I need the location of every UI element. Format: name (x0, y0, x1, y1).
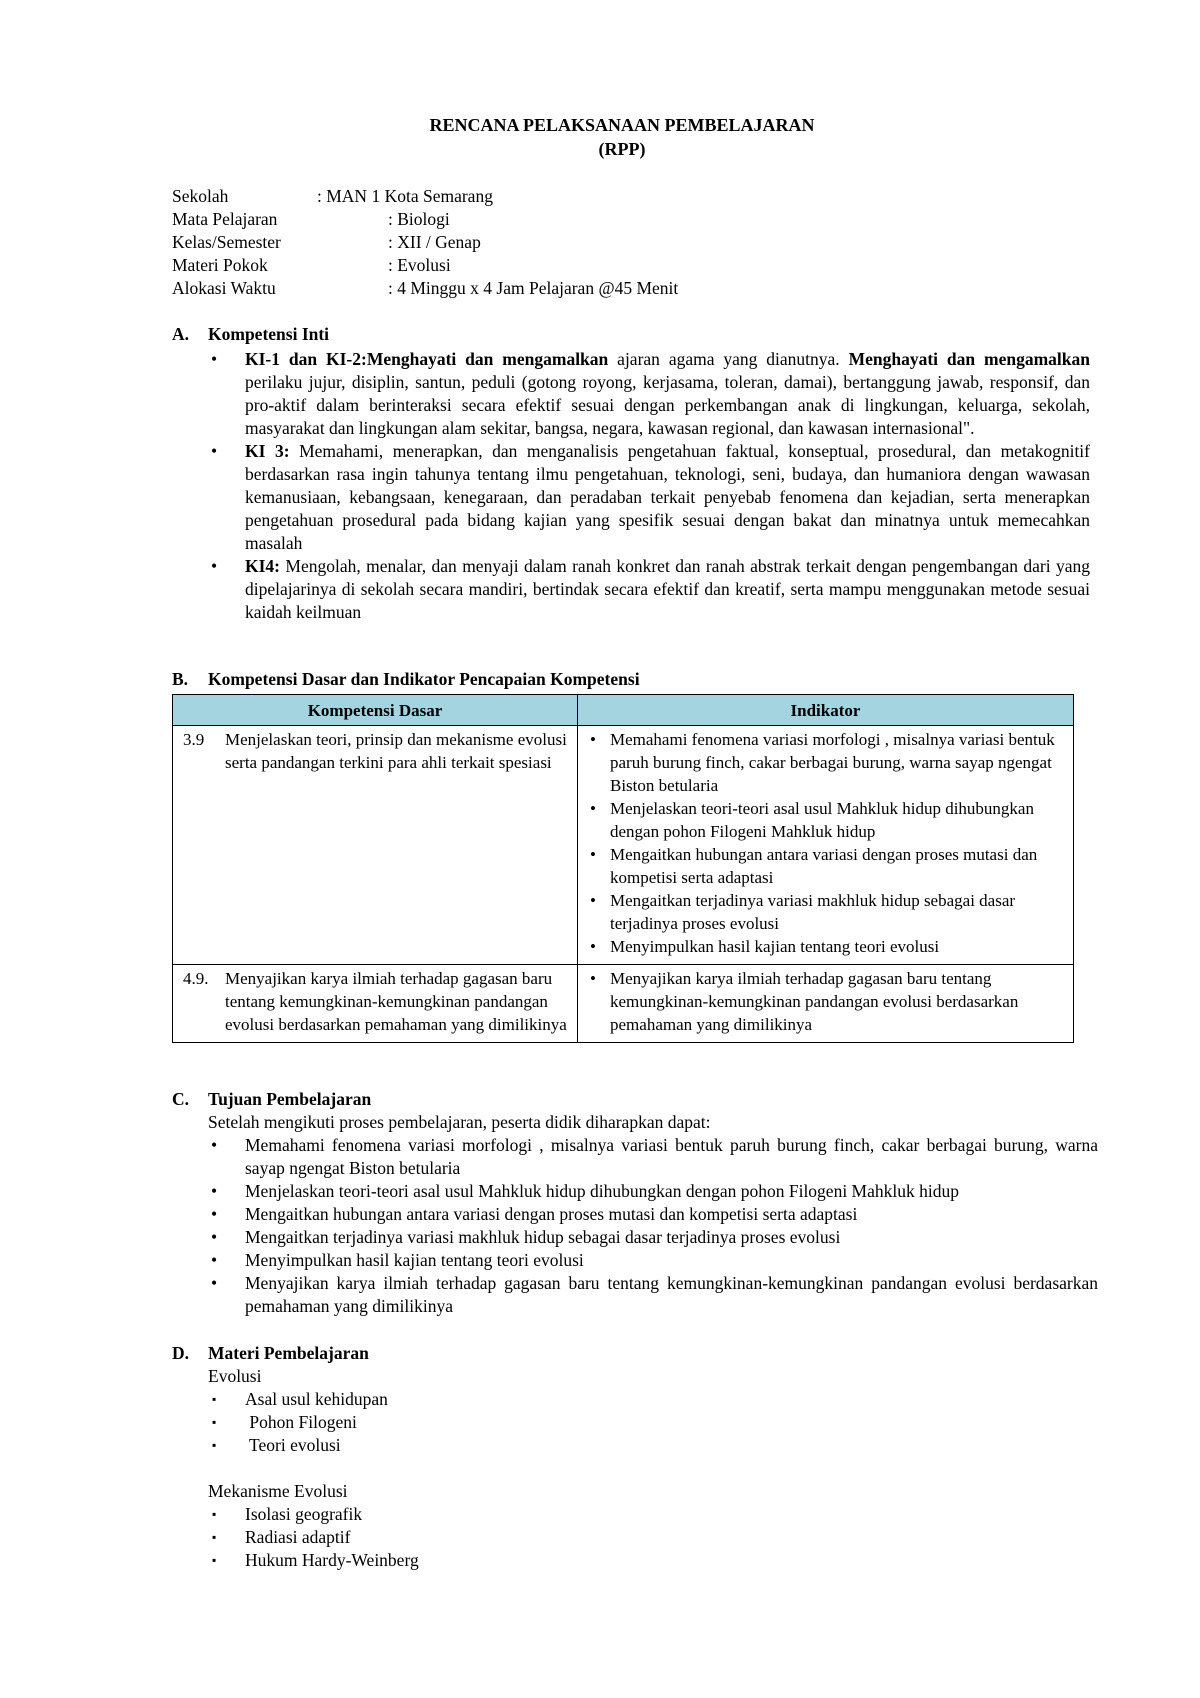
ki3-label: KI 3: (245, 441, 290, 461)
tujuan-text: Menyimpulkan hasil kajian tentang teori evolusi (245, 1250, 584, 1270)
info-value: : 4 Minggu x 4 Jam Pelajaran @45 Menit (388, 278, 679, 298)
section-b-heading (172, 668, 640, 691)
ki-item-4 (208, 555, 1090, 624)
materi-text: Asal usul kehidupan (245, 1389, 388, 1409)
kd-cell (173, 726, 578, 965)
materi-group-title: Mekanisme Evolusi (208, 1481, 348, 1501)
square-bullet-icon: ▪ (212, 1553, 217, 1567)
tujuan-text: Menjelaskan teori-teori asal usul Mahkluk hidup dihubungkan dengan pohon Filogeni Mahkluk hidup (245, 1181, 959, 1201)
materi-item (208, 1388, 1098, 1411)
kd-indicator-table (172, 694, 1074, 1043)
kd-number: 4.9. (183, 969, 209, 988)
square-bullet-icon: ▪ (212, 1507, 217, 1521)
document-title-block (172, 113, 1072, 161)
info-value: : Biologi (388, 209, 450, 229)
ki4-label: KI4: (245, 556, 280, 576)
ki1-text-cont: perilaku jujur, disiplin, santun, peduli (gotong royong, kerjasama, toleran, damai), bertanggung jawab, responsif, dan pro-aktif dalam berinteraksi secara efektif sesuai dengan perkembangan anak di lingkungan, keluarga, sekolah, masyarakat dan lingkungan alam sekitar, bangsa, negara, kawasan regional, dan kawasan internasional". (245, 372, 1090, 438)
tujuan-text: Mengaitkan terjadinya variasi makhluk hidup sebagai dasar terjadinya proses evolusi (245, 1227, 841, 1247)
section-c-heading (172, 1088, 371, 1111)
bullet-icon: • (590, 799, 596, 818)
bullet-icon: • (211, 349, 218, 369)
spacer (208, 1457, 1098, 1480)
materi-text: Pohon Filogeni (245, 1412, 357, 1432)
kd-text: Menjelaskan teori, prinsip dan mekanisme evolusi serta pandangan terkini para ahli terkait spesiasi (225, 730, 567, 772)
bullet-icon: • (590, 891, 596, 910)
indicator-text: Mengaitkan terjadinya variasi makhluk hidup sebagai dasar terjadinya proses evolusi (610, 891, 1016, 933)
tujuan-item (208, 1249, 1098, 1272)
indicator-item (588, 967, 1065, 1036)
bullet-icon: • (211, 556, 218, 576)
materi-text: Teori evolusi (245, 1435, 341, 1455)
indicator-item (588, 728, 1065, 797)
bullet-icon: • (211, 1135, 218, 1155)
square-bullet-icon: ▪ (212, 1530, 217, 1544)
tujuan-intro: Setelah mengikuti proses pembelajaran, peserta didik diharapkan dapat: (208, 1112, 711, 1132)
section-letter: A. (172, 324, 190, 344)
square-bullet-icon: ▪ (212, 1438, 217, 1452)
document-subtitle: (RPP) (598, 139, 646, 159)
indicator-text: Menjelaskan teori-teori asal usul Mahkluk hidup dihubungkan dengan pohon Filogeni Mahkluk hidup (610, 799, 1034, 841)
section-letter: C. (172, 1089, 190, 1109)
info-value: : Evolusi (388, 255, 451, 275)
document-title: RENCANA PELAKSANAAN PEMBELAJARAN (429, 115, 815, 135)
ki-list (208, 348, 1090, 624)
indicator-text: Menyimpulkan hasil kajian tentang teori evolusi (610, 937, 940, 956)
ki3-text: Memahami, menerapkan, dan menganalisis pengetahuan faktual, konseptual, prosedural, dan metakognitif berdasarkan rasa ingin tahunya tentang ilmu pengetahuan, teknologi, seni, budaya, dan humaniora dengan wawasan kemanusiaan, kebangsaan, kenegaraan, dan peradaban terkait penyebab fenomena dan kejadian, serta menerapkan pengetahuan prosedural pada bidang kajian yang spesifik sesuai dengan bakat dan minatnya untuk memecahkan masalah (245, 441, 1090, 553)
kd-text: Menyajikan karya ilmiah terhadap gagasan baru tentang kemungkinan-kemungkinan pandangan evolusi berdasarkan pemahaman yang dimilikinya (225, 969, 567, 1034)
indicator-text: Mengaitkan hubungan antara variasi dengan proses mutasi dan kompetisi serta adaptasi (610, 845, 1038, 887)
bullet-icon: • (211, 1227, 218, 1247)
materi-text: Hukum Hardy-Weinberg (245, 1550, 419, 1570)
section-title: Materi Pembelajaran (208, 1343, 369, 1363)
bullet-icon: • (590, 937, 596, 956)
info-value: : MAN 1 Kota Semarang (317, 186, 493, 206)
bullet-icon: • (211, 441, 218, 461)
bullet-icon: • (590, 845, 596, 864)
info-label: Sekolah (172, 186, 229, 206)
kd-number: 3.9 (183, 730, 205, 749)
indicator-item (588, 843, 1065, 889)
materi-item (208, 1434, 1098, 1457)
ki1-label: KI-1 dan KI-2:Menghayati dan mengamalkan (245, 349, 609, 369)
column-header-kompetensi-dasar: Kompetensi Dasar (173, 695, 578, 726)
info-label: Mata Pelajaran (172, 209, 278, 229)
tujuan-item (208, 1226, 1098, 1249)
indicator-cell (578, 965, 1074, 1043)
indicator-text: Memahami fenomena variasi morfologi , misalnya variasi bentuk paruh burung finch, cakar berbagai burung, warna sayap ngengat Biston betularia (610, 730, 1055, 795)
indicator-item (588, 797, 1065, 843)
indicator-item (588, 935, 1065, 958)
section-letter: D. (172, 1343, 190, 1363)
materi-item (208, 1549, 1098, 1572)
materi-item (208, 1526, 1098, 1549)
indicator-cell (578, 726, 1074, 965)
section-d-heading (172, 1342, 369, 1365)
table-header-row (173, 695, 1074, 726)
info-label: Alokasi Waktu (172, 278, 276, 298)
tujuan-text: Menyajikan karya ilmiah terhadap gagasan baru tentang kemungkinan-kemungkinan pandangan evolusi berdasarkan pemahaman yang dimilikinya (245, 1273, 1098, 1316)
materi-item (208, 1411, 1098, 1434)
materi-group-title: Evolusi (208, 1366, 262, 1386)
tujuan-block (208, 1111, 1098, 1318)
bullet-icon: • (211, 1204, 218, 1224)
materi-item (208, 1503, 1098, 1526)
materi-text: Isolasi geografik (245, 1504, 363, 1524)
ki4-text: Mengolah, menalar, dan menyaji dalam ranah konkret dan ranah abstrak terkait dengan pengembangan dari yang dipelajarinya di sekolah secara mandiri, bertindak secara efektif dan kreatif, serta mampu menggunakan metode sesuai kaidah keilmuan (245, 556, 1090, 622)
bullet-icon: • (590, 969, 596, 988)
section-letter: B. (172, 669, 189, 689)
info-value: : XII / Genap (388, 232, 481, 252)
indicator-item (588, 889, 1065, 935)
tujuan-item (208, 1272, 1098, 1318)
tujuan-item (208, 1134, 1098, 1180)
info-label: Kelas/Semester (172, 232, 281, 252)
table-row (173, 965, 1074, 1043)
tujuan-text: Mengaitkan hubungan antara variasi dengan proses mutasi dan kompetisi serta adaptasi (245, 1204, 858, 1224)
kd-cell (173, 965, 578, 1043)
square-bullet-icon: ▪ (212, 1415, 217, 1429)
materi-block (208, 1365, 1098, 1572)
tujuan-item (208, 1180, 1098, 1203)
bullet-icon: • (211, 1181, 218, 1201)
info-label: Materi Pokok (172, 255, 268, 275)
indicator-text: Menyajikan karya ilmiah terhadap gagasan baru tentang kemungkinan-kemungkinan pandangan evolusi berdasarkan pemahaman yang dimilikinya (610, 969, 1019, 1034)
bullet-icon: • (590, 730, 596, 749)
tujuan-text: Memahami fenomena variasi morfologi , misalnya variasi bentuk paruh burung finch, cakar berbagai burung, warna sayap ngengat Biston betularia (245, 1135, 1098, 1178)
table-row (173, 726, 1074, 965)
ki1-text: ajaran agama yang dianutnya. (608, 349, 849, 369)
bullet-icon: • (211, 1273, 218, 1293)
bullet-icon: • (211, 1250, 218, 1270)
square-bullet-icon: ▪ (212, 1392, 217, 1406)
ki-item-3 (208, 440, 1090, 555)
section-a-heading (172, 323, 329, 346)
tujuan-item (208, 1203, 1098, 1226)
section-title: Kompetensi Dasar dan Indikator Pencapaian Kompetensi (208, 669, 640, 689)
ki-item-1 (208, 348, 1090, 440)
section-title: Kompetensi Inti (208, 324, 330, 344)
ki1-emphasis: Menghayati dan mengamalkan (848, 349, 1091, 369)
materi-text: Radiasi adaptif (245, 1527, 351, 1547)
section-title: Tujuan Pembelajaran (208, 1089, 372, 1109)
column-header-indikator: Indikator (578, 695, 1074, 726)
